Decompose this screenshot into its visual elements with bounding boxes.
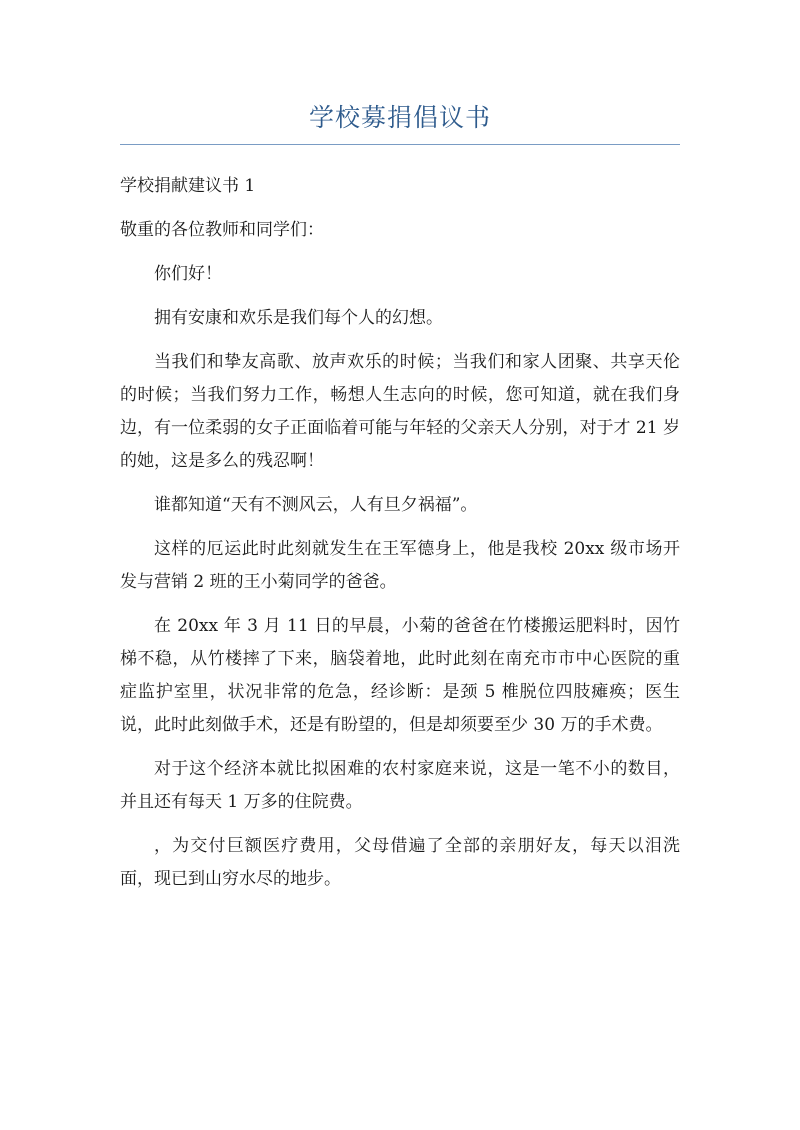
paragraph: 在 20xx 年 3 月 11 日的早晨，小菊的爸爸在竹楼搬运肥料时，因竹梯不稳，从竹楼摔了下来，脑袋着地，此时此刻在南充市市中心医院的重症监护室里，状况非常的危急，经诊断：是颈 5 椎脱位四肢瘫痪；医生说，此时此刻做手术，还是有盼望的，但是却须要至少 30 万的手术费。 [120, 616, 680, 735]
paragraph: 这样的厄运此时此刻就发生在王军德身上，他是我校 20xx 级市场开发与营销 2 班的王小菊同学的爸爸。 [120, 539, 680, 592]
paragraph: 你们好！ [154, 264, 222, 284]
paragraph: ，为交付巨额医疗费用，父母借遍了全部的亲朋好友，每天以泪洗面，现已到山穷水尽的地步。 [120, 836, 680, 889]
document-subtitle: 学校捐献建议书 1 [120, 176, 256, 196]
paragraph: 谁都知道“天有不测风云，人有旦夕祸福”。 [154, 495, 478, 515]
paragraph: 对于这个经济本就比拟困难的农村家庭来说，这是一笔不小的数目，并且还有每天 1 万多的住院费。 [120, 759, 680, 812]
paragraph: 拥有安康和欢乐是我们每个人的幻想。 [154, 308, 443, 328]
document-title: 学校募捐倡议书 [308, 103, 491, 132]
paragraph: 当我们和挚友高歌、放声欢乐的时候；当我们和家人团聚、共享天伦的时候；当我们努力工作，畅想人生志向的时候，您可知道，就在我们身边，有一位柔弱的女子正面临着可能与年轻的父亲天人分别，对于才 21 岁的她，这是多么的残忍啊！ [120, 352, 680, 471]
document-body [120, 170, 680, 907]
greeting-line: 敬重的各位教师和同学们： [120, 220, 324, 240]
title-divider [120, 144, 680, 145]
